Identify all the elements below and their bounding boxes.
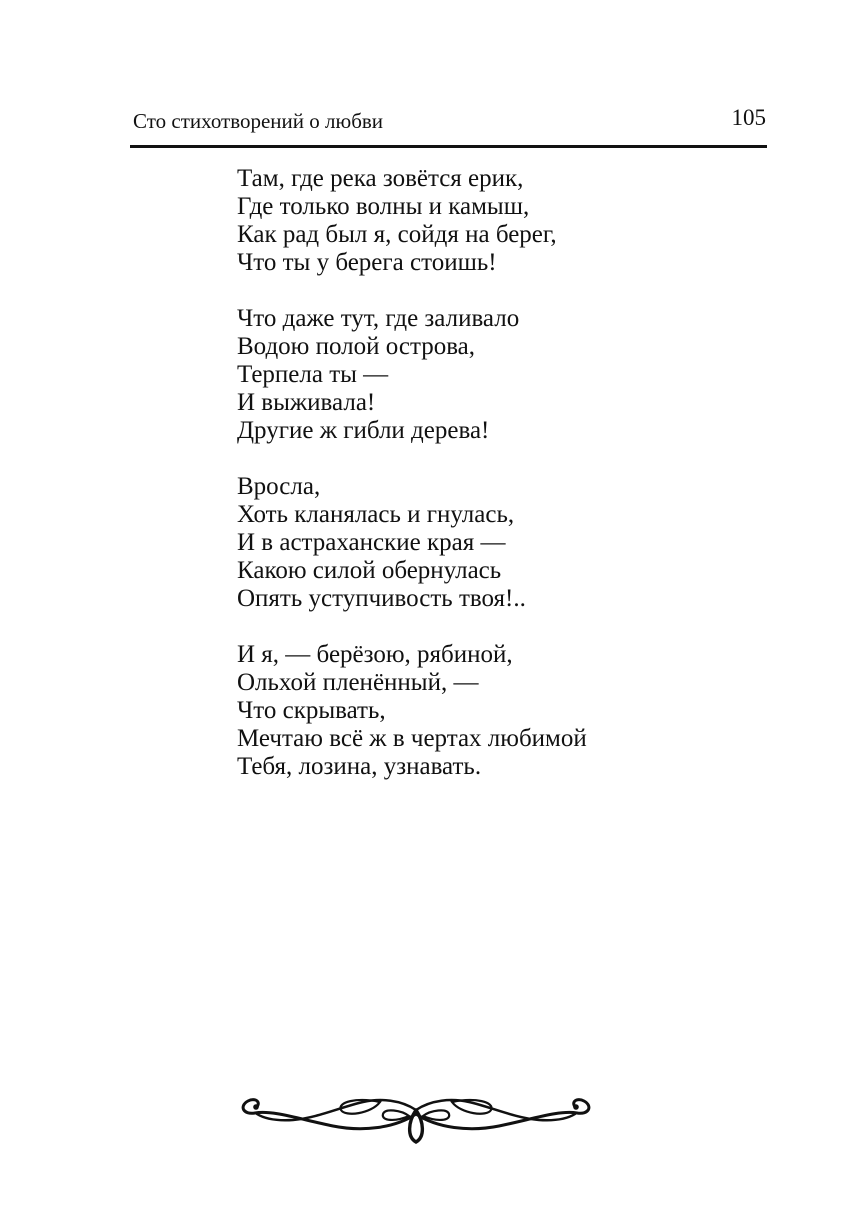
flourish-divider-icon xyxy=(237,1096,595,1152)
poem-line: Вросла, xyxy=(237,473,321,500)
page-number: 105 xyxy=(731,105,766,130)
poem xyxy=(237,165,587,809)
poem-line: И в астраханские края — xyxy=(237,529,506,556)
stanza xyxy=(237,305,587,445)
stanza xyxy=(237,641,587,781)
poem-line: Водою полой острова, xyxy=(237,333,476,360)
poem-line: Опять уступчивость твоя!.. xyxy=(237,585,526,612)
poem-line: Как рад был я, сойдя на берег, xyxy=(237,221,557,248)
poem-line: Где только волны и камыш, xyxy=(237,193,530,220)
poem-line: Что скрывать, xyxy=(237,697,386,724)
poem-line: Тебя, лозина, узнавать. xyxy=(237,753,482,780)
poem-line: Ольхой пленённый, — xyxy=(237,669,479,696)
poem-line: Терпела ты — xyxy=(237,361,389,388)
poem-line: И выживала! xyxy=(237,389,376,416)
poem-line: Какою силой обернулась xyxy=(237,557,502,584)
poem-line: Другие ж гибли дерева! xyxy=(237,417,490,444)
poem-line: Что ты у берега стоишь! xyxy=(237,249,497,276)
poem-line: Там, где река зовётся ерик, xyxy=(237,165,524,192)
poem-line: Хоть кланялась и гнулась, xyxy=(237,501,515,528)
stanza xyxy=(237,473,587,613)
stanza xyxy=(237,165,587,277)
running-head-title: Сто стихотворений о любви xyxy=(133,109,384,133)
poem-line: И я, — берёзою, рябиной, xyxy=(237,641,513,668)
poem-line: Мечтаю всё ж в чертах любимой xyxy=(237,725,587,752)
header-rule xyxy=(130,145,767,148)
poem-line: Что даже тут, где заливало xyxy=(237,305,520,332)
